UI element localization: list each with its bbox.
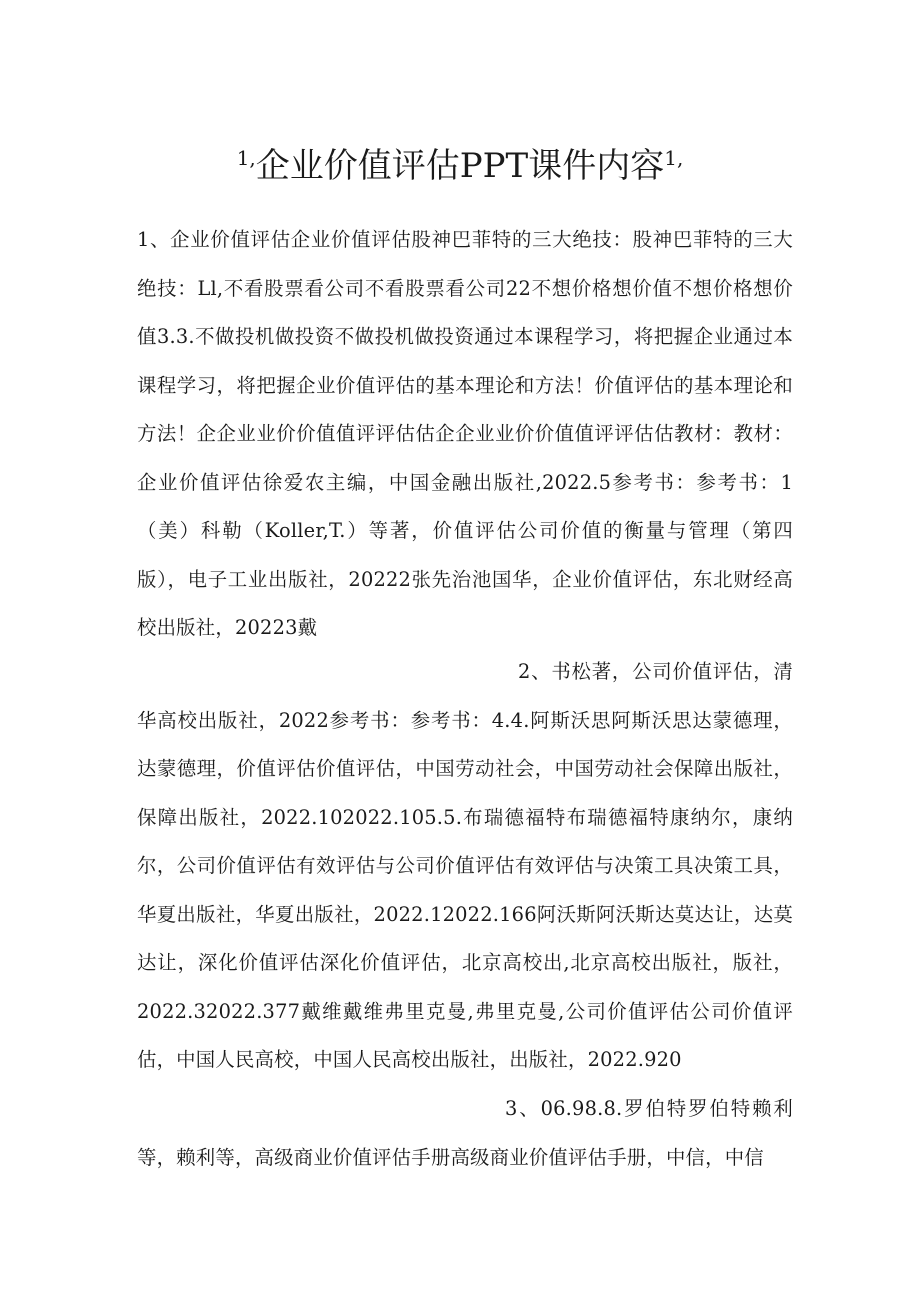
title-text: 企业价值评估PPT课件内容	[255, 146, 665, 186]
paragraph-3: 3、06.98.8.罗伯特罗伯特赖利等，赖利等，高级商业价值评估手册高级商业价值评估手册，中信，中信	[137, 1097, 793, 1169]
paragraph-1: 1、企业价值评估企业价值评估股神巴菲特的三大绝技：股神巴菲特的三大绝技：Ll,不看股票看公司不看股票看公司22不想价格想价值不想价格想价值3.3.不做投机做投资不做投机做投资通过本课程学习，将把握企业通过本课程学习，将把握企业价值评估的基本理论和方法！价值评估的基本理论和方法！企企业业价价值值评评估估企企业业价价值值评评估估教材：教材：企业价值评估徐爱农主编，中国金融出版社,2022.5参考书：参考书：1（美）科勒（Koller,T.）等著，价值评估公司价值的衡量与管理（第四版），电子工业出版社，20222张先治池国华，企业价值评估，东北财经高校出版社，20223戴	[137, 228, 793, 639]
title-mark-left: 1,	[236, 146, 256, 170]
paragraph-2: 2、书松著，公司价值评估，清华高校出版社，2022参考书：参考书：4.4.阿斯沃思阿斯沃思达蒙德理，达蒙德理，价值评估价值评估，中国劳动社会，中国劳动社会保障出版社，保障出版社，2022.102022.105.5.布瑞德福特布瑞德福特康纳尔，康纳尔，公司价值评估有效评估与公司价值评估有效评估与决策工具决策工具，华夏出版社，华夏出版社，2022.12022.166阿沃斯阿沃斯达莫达让，达莫达让，深化价值评估深化价值评估，北京高校出,北京高校出版社，版社，2022.32022.377戴维戴维弗里克曼,弗里克曼,公司价值评估公司价值评估，中国人民高校，中国人民高校出版社，出版社，2022.920	[137, 660, 793, 1071]
page-title	[0, 130, 920, 194]
title-mark-right: 1,	[664, 146, 684, 170]
